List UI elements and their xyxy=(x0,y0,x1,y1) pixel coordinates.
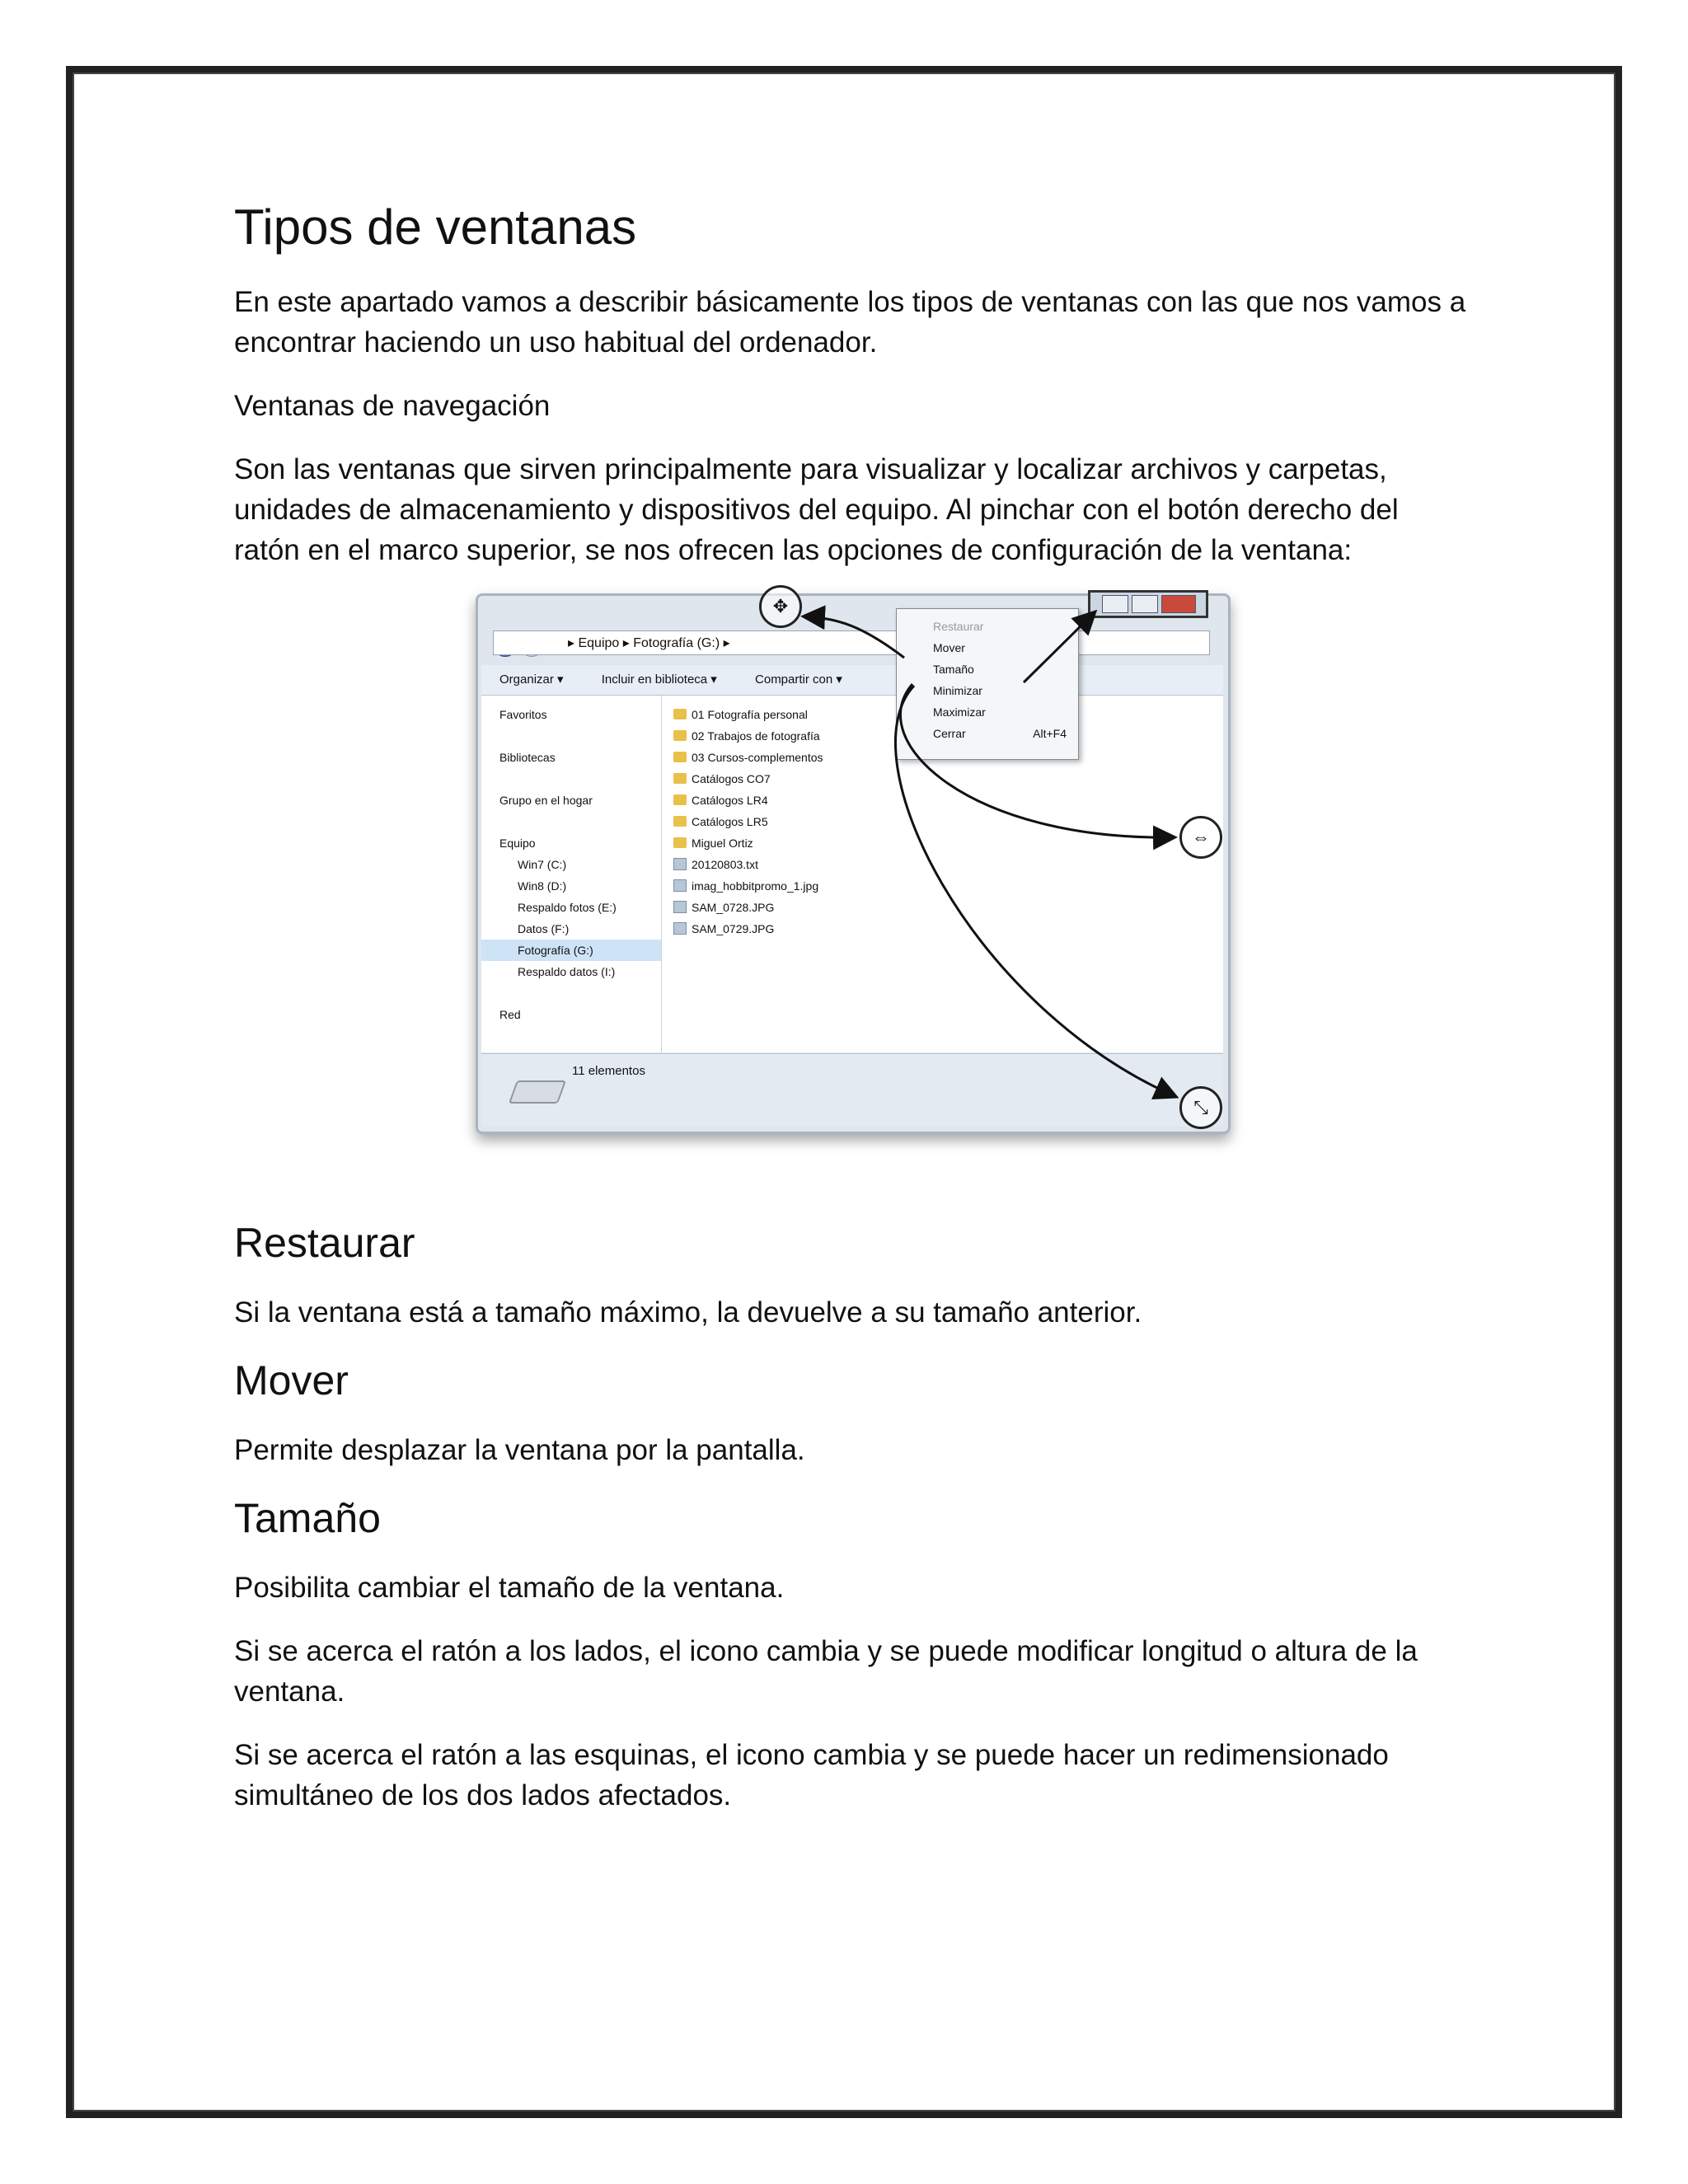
menu-restaurar: Restaurar xyxy=(933,620,984,633)
folder-icon xyxy=(673,752,687,762)
menu-minimizar: Minimizar xyxy=(933,684,982,697)
menu-tamano: Tamaño xyxy=(933,663,974,676)
toolbar-incluir: Incluir en biblioteca ▾ xyxy=(601,673,717,687)
resize-horizontal-icon: ⇔ xyxy=(1179,816,1222,859)
document-body xyxy=(234,198,1470,1839)
file-item: SAM_0728.JPG xyxy=(662,897,1223,918)
resize-diagonal-icon: ⤡ xyxy=(1179,1086,1222,1129)
heading-mover: Mover xyxy=(234,1357,349,1404)
explorer-toolbar xyxy=(481,665,1223,696)
heading-tamano: Tamaño xyxy=(234,1495,381,1541)
image-file-icon xyxy=(673,922,687,935)
file-item: 20120803.txt xyxy=(662,854,1223,875)
menu-maximizar: Maximizar xyxy=(933,705,986,719)
file-item: Miguel Ortiz xyxy=(662,832,1223,854)
navigation-description: Son las ventanas que sirven principalmente para visualizar y localizar archivos y carpetas, unidades de almacenamiento y dispositivos del equipo. Al pinchar con el botón derecho del ratón en el marco superior, se nos ofrecen las opciones de configuración de la ventana: xyxy=(234,453,1399,566)
file-item: 02 Trabajos de fotografía xyxy=(662,725,1223,747)
menu-cerrar: Cerrar Alt+F4 xyxy=(897,723,1078,744)
folder-icon xyxy=(673,794,687,805)
nav-favoritos: Favoritos xyxy=(499,708,547,721)
file-item: 01 Fotografía personal xyxy=(662,704,1223,725)
nav-red: Red xyxy=(499,1008,521,1021)
breadcrumb: ▸ Equipo ▸ Fotografía (G:) ▸ xyxy=(568,636,730,650)
status-bar xyxy=(481,1053,1223,1127)
folder-icon xyxy=(673,816,687,827)
image-file-icon xyxy=(673,879,687,892)
nav-drive: Datos (F:) xyxy=(518,922,570,935)
folder-icon xyxy=(673,837,687,848)
page-title: Tipos de ventanas xyxy=(234,199,637,255)
minimize-icon xyxy=(1102,595,1128,613)
address-bar xyxy=(493,630,1210,655)
toolbar-organizar: Organizar ▾ xyxy=(499,673,564,687)
nav-drive: Respaldo datos (I:) xyxy=(518,965,616,978)
status-count: 11 elementos xyxy=(572,1064,645,1078)
text-file-icon xyxy=(673,858,687,870)
move-cursor-icon: ✥ xyxy=(759,585,802,628)
navigation-pane xyxy=(481,696,662,1052)
subheading-navigation: Ventanas de navegación xyxy=(234,390,551,422)
nav-equipo: Equipo xyxy=(499,837,536,850)
menu-mover: Mover xyxy=(933,641,965,654)
explorer-screenshot xyxy=(476,593,1242,1137)
file-item: imag_hobbitpromo_1.jpg xyxy=(662,875,1223,897)
close-icon xyxy=(1161,595,1196,613)
nav-drive: Win7 (C:) xyxy=(518,858,567,871)
text-mover: Permite desplazar la ventana por la pantalla. xyxy=(234,1434,805,1466)
drive-icon xyxy=(509,1080,566,1104)
menu-cerrar-shortcut: Alt+F4 xyxy=(1033,727,1067,740)
file-item: 03 Cursos-complementos xyxy=(662,747,1223,768)
file-item: Catálogos LR4 xyxy=(662,790,1223,811)
nav-grupo-hogar: Grupo en el hogar xyxy=(499,794,593,807)
file-item: SAM_0729.JPG xyxy=(662,918,1223,940)
toolbar-compartir: Compartir con ▾ xyxy=(755,673,842,687)
heading-restaurar: Restaurar xyxy=(234,1220,415,1266)
system-menu xyxy=(896,608,1079,760)
nav-drive: Respaldo fotos (E:) xyxy=(518,901,617,914)
intro-paragraph: En este apartado vamos a describir básicamente los tipos de ventanas con las que nos vamos a encontrar haciendo un uso habitual del ordenador. xyxy=(234,286,1466,359)
nav-drive-selected: Fotografía (G:) xyxy=(481,940,661,961)
nav-drive: Win8 (D:) xyxy=(518,879,567,893)
nav-bibliotecas: Bibliotecas xyxy=(499,751,556,764)
caption-buttons xyxy=(1088,590,1208,618)
text-tamano-3: Si se acerca el ratón a las esquinas, el icono cambia y se puede hacer un redimensionado simultáneo de los dos lados afectados. xyxy=(234,1739,1389,1811)
file-item: Catálogos LR5 xyxy=(662,811,1223,832)
explorer-window xyxy=(476,593,1231,1134)
text-tamano-2: Si se acerca el ratón a los lados, el icono cambia y se puede modificar longitud o altura de la ventana. xyxy=(234,1635,1418,1708)
folder-icon xyxy=(673,773,687,784)
folder-icon xyxy=(673,709,687,719)
text-restaurar: Si la ventana está a tamaño máximo, la devuelve a su tamaño anterior. xyxy=(234,1296,1142,1329)
folder-icon xyxy=(673,730,687,741)
maximize-icon xyxy=(1132,595,1158,613)
text-tamano-1: Posibilita cambiar el tamaño de la ventana. xyxy=(234,1572,785,1604)
image-file-icon xyxy=(673,901,687,913)
file-item: Catálogos CO7 xyxy=(662,768,1223,790)
